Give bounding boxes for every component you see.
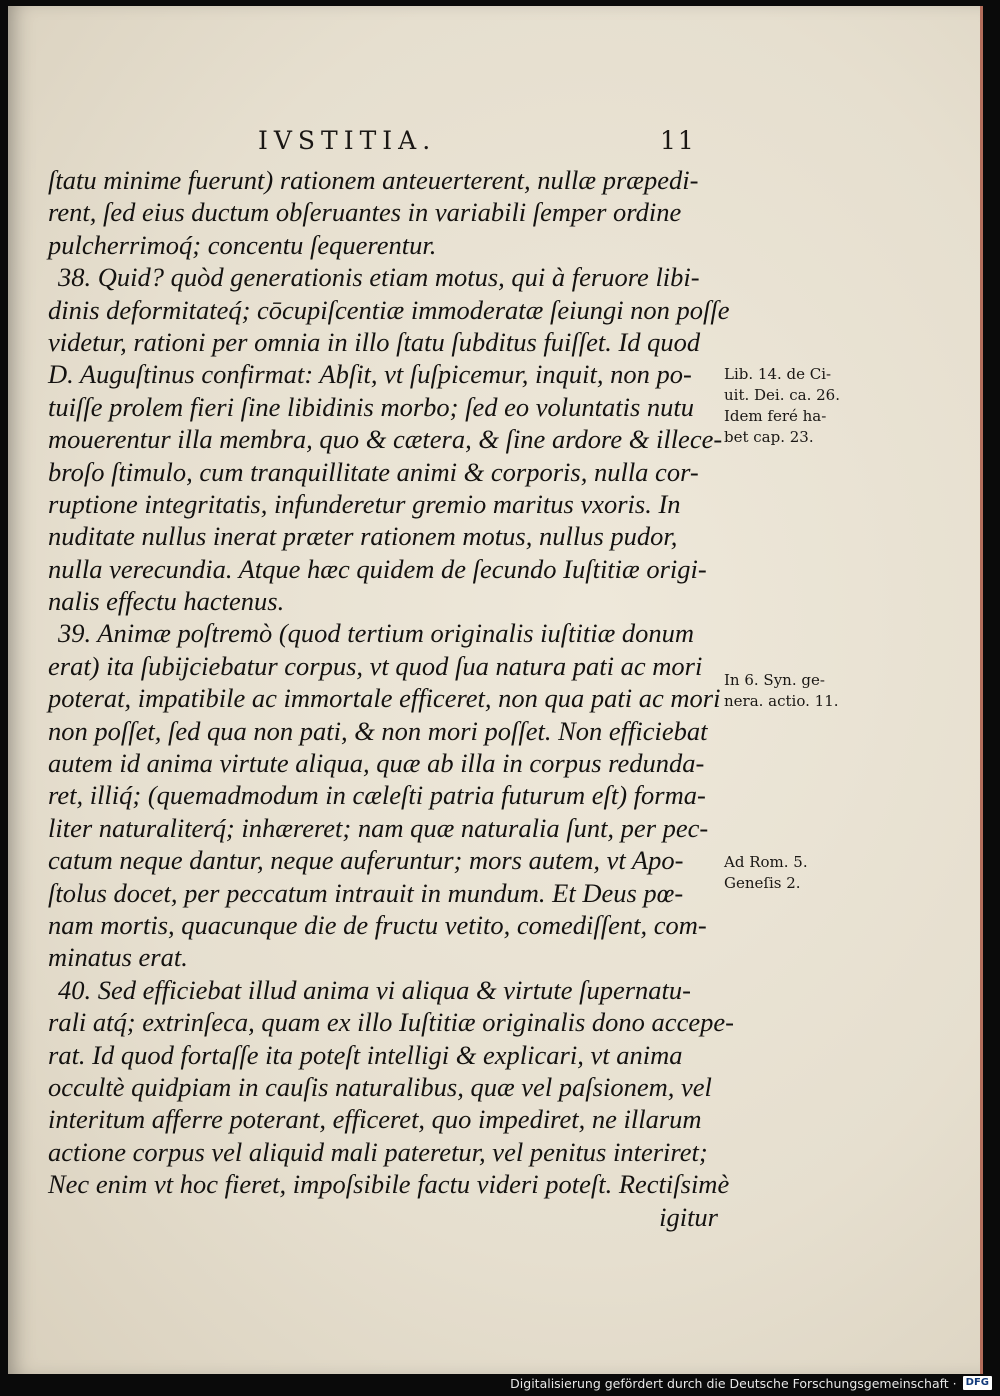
- paragraph-38-start: 38. Quid? quòd generationis etiam motus, qui à feruore libi-: [58, 262, 700, 293]
- text-line: ret, illiq́; (quemadmodum in cæleſti patria futurum eſt) forma-: [48, 780, 706, 811]
- margin-note-line: bet cap. 23.: [724, 428, 814, 446]
- margin-note-synod: [724, 670, 854, 712]
- text-line: ſtolus docet, per peccatum intrauit in mundum. Et Deus pœ-: [48, 877, 684, 908]
- text-line: autem id anima virtute aliqua, quæ ab illa in corpus redunda-: [48, 748, 705, 779]
- page-number: 11: [660, 126, 696, 155]
- text-line: erat) ita ſubijciebatur corpus, vt quod ſua natura pati ac mori: [48, 650, 703, 681]
- paragraph-40-start: 40. Sed efficiebat illud anima vi aliqua & virtute ſupernatu-: [58, 974, 691, 1005]
- text-line: liter naturaliterq́; inhæreret; nam quæ naturalia ſunt, per pec-: [48, 812, 709, 843]
- text-line: rent, ſed eius ductum obſeruantes in variabili ſemper ordine: [48, 197, 682, 228]
- margin-note-line: Geneſis 2.: [724, 874, 801, 892]
- text-line: nulla verecundia. Atque hæc quidem de ſecundo Iuſtitiæ origi-: [48, 553, 707, 584]
- margin-note-line: nera. actio. 11.: [724, 692, 839, 710]
- text-line: non poſſet, ſed qua non pati, & non mori poſſet. Non efficiebat: [48, 715, 708, 746]
- text-line: nam mortis, quacunque die de fructu vetito, comediſſent, com-: [48, 909, 707, 940]
- book-page: [8, 6, 983, 1374]
- text-line: videtur, rationi per omnia in illo ſtatu ſubditus fuiſſet. Id quod: [48, 326, 701, 357]
- text-line: pulcherrimoq́; concentu ſequerentur.: [48, 229, 437, 260]
- text-line: mouerentur illa membra, quo & cætera, & ſine ardore & illece-: [48, 424, 723, 455]
- text-line: D. Auguſtinus confirmat: Abſit, vt ſuſpicemur, inquit, non po-: [48, 359, 692, 390]
- text-line: broſo ſtimulo, cum tranquillitate animi & corporis, nulla cor-: [48, 456, 699, 487]
- text-line: minatus erat.: [48, 942, 188, 973]
- text-line: dinis deformitateq́; cōcupiſcentiæ immoderatæ ſeiungi non poſſe: [48, 294, 730, 325]
- text-line: occultè quidpiam in cauſis naturalibus, quæ vel paſsionem, vel: [48, 1071, 712, 1102]
- paragraph-39-start: 39. Animæ poſtremò (quod tertium originalis iuſtitiæ donum: [58, 618, 695, 649]
- text-line: Nec enim vt hoc fieret, impoſsibile factu videri poteſt. Rectiſsimè: [48, 1169, 730, 1200]
- digitization-footer: [510, 1373, 992, 1393]
- dfg-logo: DFG: [963, 1376, 992, 1390]
- margin-note-line: Idem feré ha-: [724, 407, 827, 425]
- running-title: IVSTITIA.: [258, 126, 437, 155]
- text-line: rat. Id quod fortaſſe ita poteſt intelligi & explicari, vt anima: [48, 1039, 683, 1070]
- text-line: catum neque dantur, neque auferuntur; mors autem, vt Apo-: [48, 845, 684, 876]
- catchword: igitur: [659, 1201, 718, 1232]
- text-line: ſtatu minime fuerunt) rationem anteuerterent, nullæ præpedi-: [48, 165, 699, 195]
- text-line: tuiſſe prolem fieri ſine libidinis morbo; ſed eo voluntatis nutu: [48, 391, 695, 422]
- text-line: actione corpus vel aliquid mali pateretur, vel penitus interiret;: [48, 1136, 708, 1167]
- funding-credit: Digitalisierung gefördert durch die Deutsche Forschungsgemeinschaft ·: [510, 1375, 957, 1391]
- text-line: poterat, impatibile ac immortale efficeret, non qua pati ac mori: [48, 683, 721, 714]
- text-line: rali atq́; extrinſeca, quam ex illo Iuſtitiæ originalis dono accepe-: [48, 1007, 734, 1038]
- text-line: nalis effectu hactenus.: [48, 586, 285, 617]
- text-line: ruptione integritatis, infunderetur gremio maritus vxoris. In: [48, 488, 681, 519]
- margin-note-line: Lib. 14. de Ci-: [724, 365, 832, 383]
- text-line: interitum afferre poterant, efficeret, quo impediret, ne illarum: [48, 1104, 702, 1135]
- margin-note-romans: [724, 852, 854, 894]
- page-header: [8, 126, 980, 166]
- margin-note-line: uit. Dei. ca. 26.: [724, 386, 840, 404]
- margin-note-augustine: [724, 364, 854, 448]
- body-text: [48, 164, 734, 1233]
- margin-note-line: Ad Rom. 5.: [724, 853, 808, 871]
- text-line: nuditate nullus inerat præter rationem motus, nullus pudor,: [48, 521, 678, 552]
- margin-note-line: In 6. Syn. ge-: [724, 671, 825, 689]
